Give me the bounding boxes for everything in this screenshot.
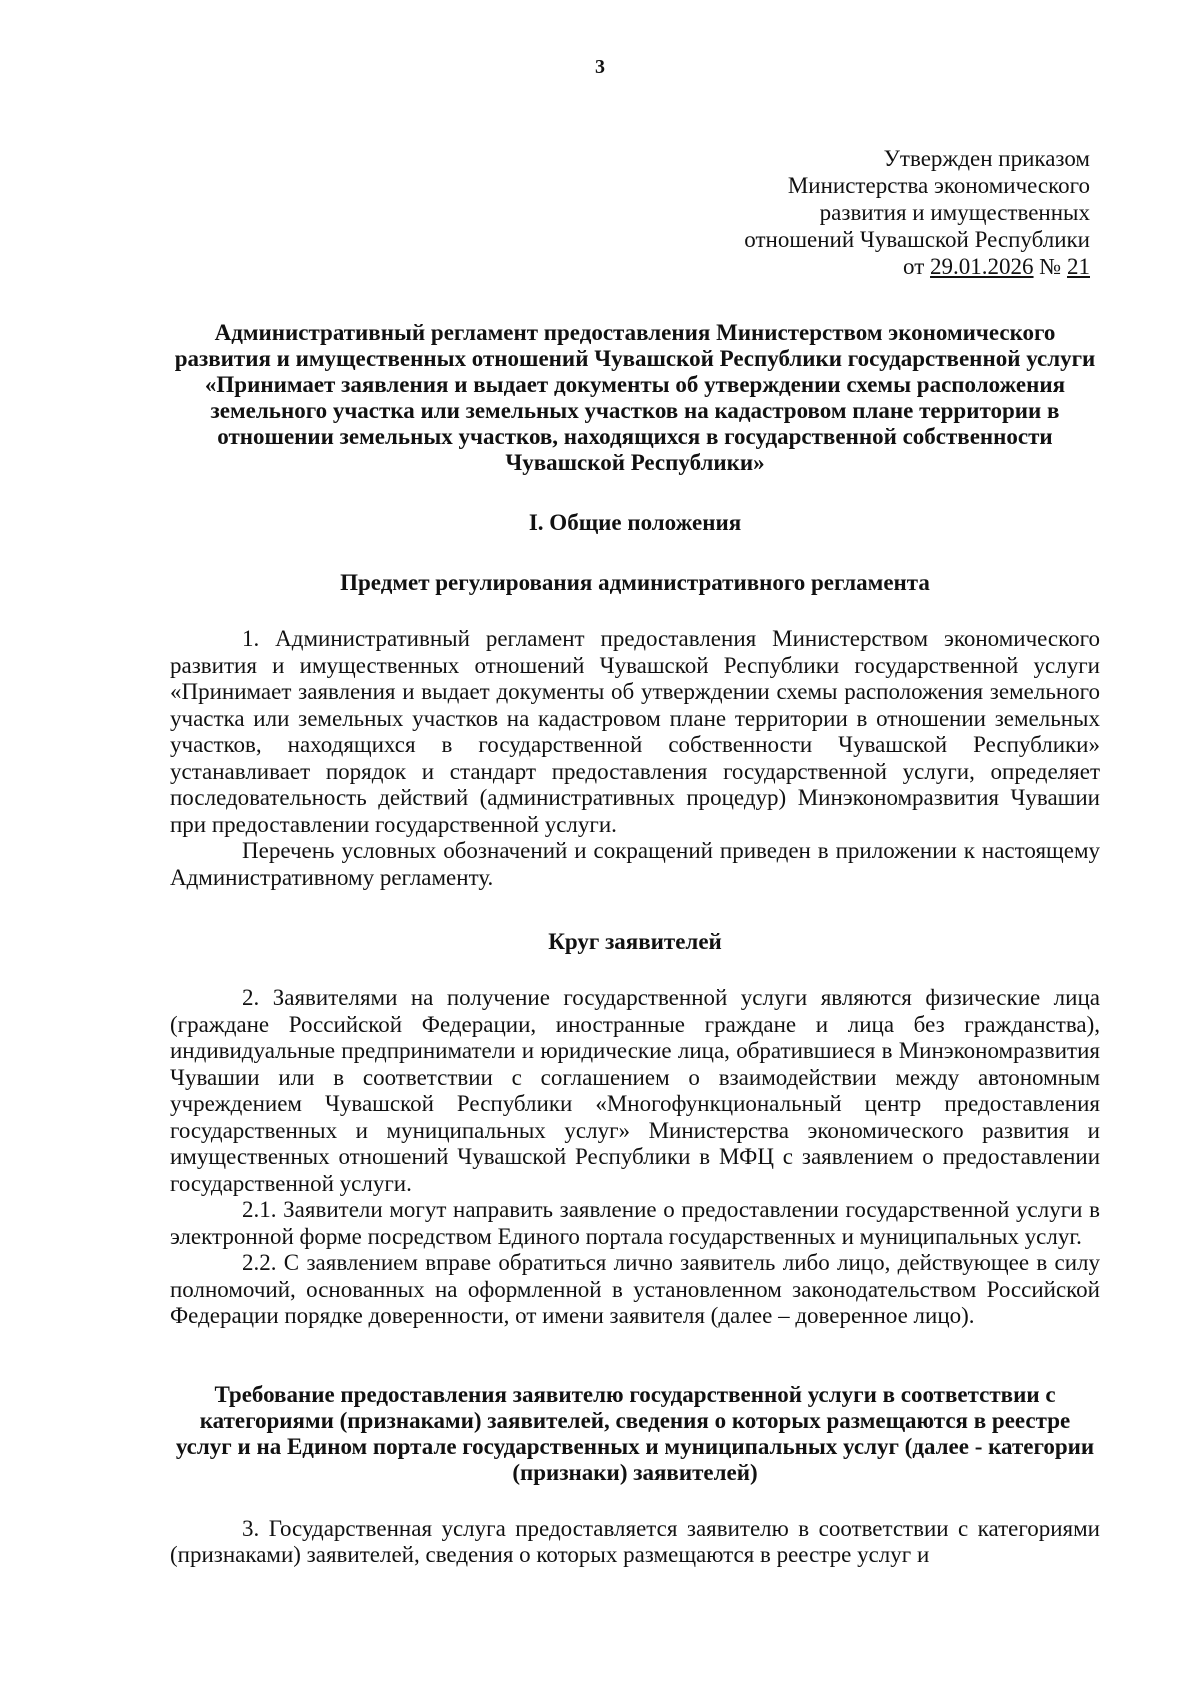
paragraph-3: 3. Государственная услуга предоставляется заявителю в соответствии с категориями (признаками) заявителей, сведения о которых размещаются в реестре услуг и (170, 1515, 1100, 1567)
section-heading-general: I. Общие положения (528, 510, 742, 535)
section-heading-subject: Предмет регулирования административного регламента (340, 570, 930, 595)
order-date: 29.01.2026 (930, 254, 1034, 279)
document-title: Административный регламент предоставления Министерством экономического развития и имущественных отношений Чувашской Республики государственной услуги «Принимает заявления и выдает документы об утверждении схемы расположения земельного участка или земельных участков на кадастровом плане территории в отношении земельных участков, находящихся в государственной собственности Чувашской Республики» (174, 320, 1096, 475)
date-prefix: от (903, 254, 925, 279)
order-number: 21 (1067, 254, 1090, 279)
approval-line: развития и имущественных (819, 200, 1090, 225)
section-heading-applicants: Круг заявителей (548, 929, 722, 954)
paragraph-1: 1. Административный регламент предоставления Министерством экономического развития и имущественных отношений Чувашской Республики государственной услуги «Принимает заявления и выдает документы об утверждении схемы расположения земельного участка или земельных участков на кадастровом плане территории в отношении земельных участков, находящихся в государственной собственности Чувашской Республики» устанавливает порядок и стандарт предоставления государственной услуги, определяет последовательность действий (административных процедур) Минэкономразвития Чувашии при предоставлении государственной услуги. (170, 626, 1100, 837)
paragraph-1-2: Перечень условных обозначений и сокращений приведен в приложении к настоящему Административному регламенту. (170, 838, 1100, 890)
document-body (170, 320, 1100, 1569)
section-heading-requirement: Требование предоставления заявителю государственной услуги в соответствии с категориями (признаками) заявителей, сведения о которых размещаются в реестре услуг и на Едином портале государственных и муниципальных услуг (далее - категории (признаки) заявителей) (175, 1381, 1095, 1485)
approval-line: отношений Чувашской Республики (744, 227, 1090, 252)
page-number: 3 (595, 56, 605, 78)
paragraph-2-2: 2.2. С заявлением вправе обратиться лично заявитель либо лицо, действующее в силу полномочий, основанных на оформленной в установленном законодательством Российской Федерации порядке доверенности, от имени заявителя (далее – доверенное лицо). (170, 1250, 1100, 1328)
paragraph-2: 2. Заявителями на получение государственной услуги являются физические лица (граждане Российской Федерации, иностранные граждане и лица без гражданства), индивидуальные предприниматели и юридические лица, обратившиеся в Минэкономразвития Чувашии или в соответствии с соглашением о взаимодействии между автономным учреждением Чувашской Республики «Многофункциональный центр предоставления государственных и муниципальных услуг» Министерства экономического развития и имущественных отношений Чувашской Республики в МФЦ с заявлением о предоставлении государственной услуги. (170, 985, 1100, 1196)
number-prefix: № (1039, 254, 1062, 279)
paragraph-2-1: 2.1. Заявители могут направить заявление о предоставлении государственной услуги в электронной форме посредством Единого портала государственных и муниципальных услуг. (170, 1197, 1100, 1249)
approval-stamp (744, 145, 1090, 280)
approval-date-line (744, 253, 1090, 280)
approval-line: Утвержден приказом (883, 146, 1090, 171)
approval-line: Министерства экономического (787, 173, 1090, 198)
